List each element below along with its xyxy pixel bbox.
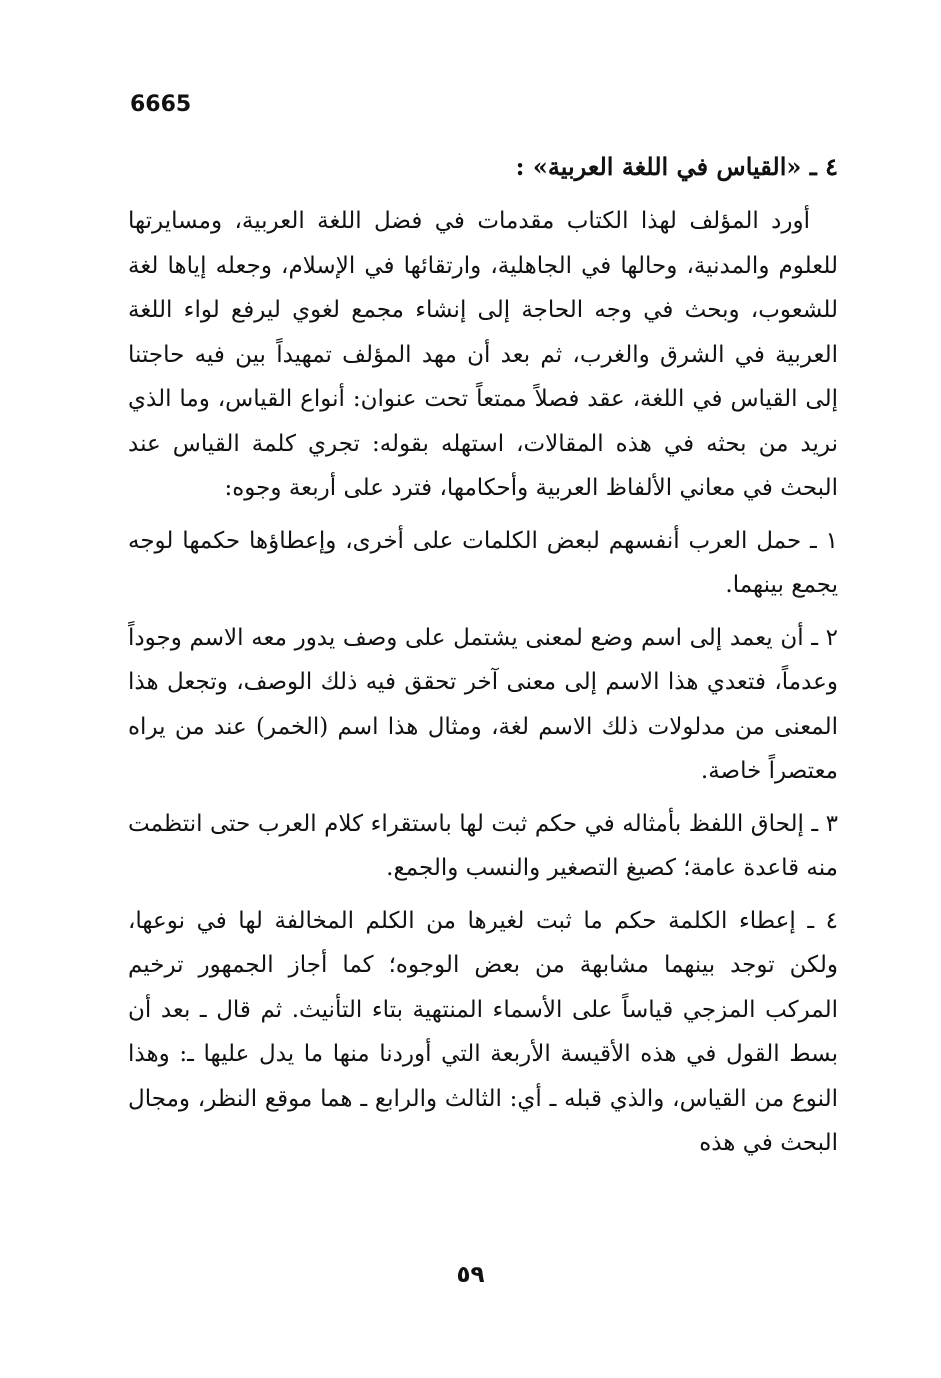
intro-paragraph: أورد المؤلف لهذا الكتاب مقدمات في فضل اللغة العربية، ومسايرتها للعلوم والمدنية، وحالها في الجاهلية، وارتقائها في الإسلام، وجعله إياها لغة للشعوب، وبحث في وجه الحاجة إلى إنشاء مجمع لغوي ليرفع لواء اللغة العربية في الشرق والغرب، ثم بعد أن مهد المؤلف تمهيداً بين فيه حاجتنا إلى القياس في اللغة، عقد فصلاً ممتعاً تحت عنوان: أنواع القياس، وما الذي نريد من بحثه في هذه المقالات، استهله بقوله: تجري كلمة القياس عند البحث في معاني الألفاظ العربية وأحكامها، فترد على أربعة وجوه: [128, 208, 838, 501]
list-item-2: ٢ ـ أن يعمد إلى اسم وضع لمعنى يشتمل على وصف يدور معه الاسم وجوداً وعدماً، فتعدي هذا الاسم إلى معنى آخر تحقق فيه ذلك الوصف، وتجعل هذا المعنى من مدلولات ذلك الاسم لغة، ومثال هذا اسم (الخمر) عند من يراه معتصراً خاصة. [128, 624, 838, 784]
list-item-1: ١ ـ حمل العرب أنفسهم لبعض الكلمات على أخرى، وإعطاؤها حكمها لوجه يجمع بينهما. [128, 527, 838, 598]
page-id: 6665 [130, 92, 192, 117]
section-title: ٤ ـ «القياس في اللغة العربية» : [515, 152, 838, 181]
list-item-3: ٣ ـ إلحاق اللفظ بأمثاله في حكم ثبت لها باستقراء كلام العرب حتى انتظمت منه قاعدة عامة؛ كصيغ التصغير والنسب والجمع. [128, 810, 838, 881]
page-number: ٥٩ [456, 1262, 485, 1288]
list-item-4: ٤ ـ إعطاء الكلمة حكم ما ثبت لغيرها من الكلم المخالفة لها في نوعها، ولكن توجد بينهما مشابهة من بعض الوجوه؛ كما أجاز الجمهور ترخيم المركب المزجي قياساً على الأسماء المنتهية بتاء التأنيث. ثم قال ـ بعد أن بسط القول في هذه الأقيسة الأربعة التي أوردنا منها ما يدل عليها ـ: وهذا النوع من القياس، والذي قبله ـ أي: الثالث والرابع ـ هما موقع النظر، ومجال البحث في هذه [128, 907, 838, 1156]
page-content [128, 145, 838, 1174]
